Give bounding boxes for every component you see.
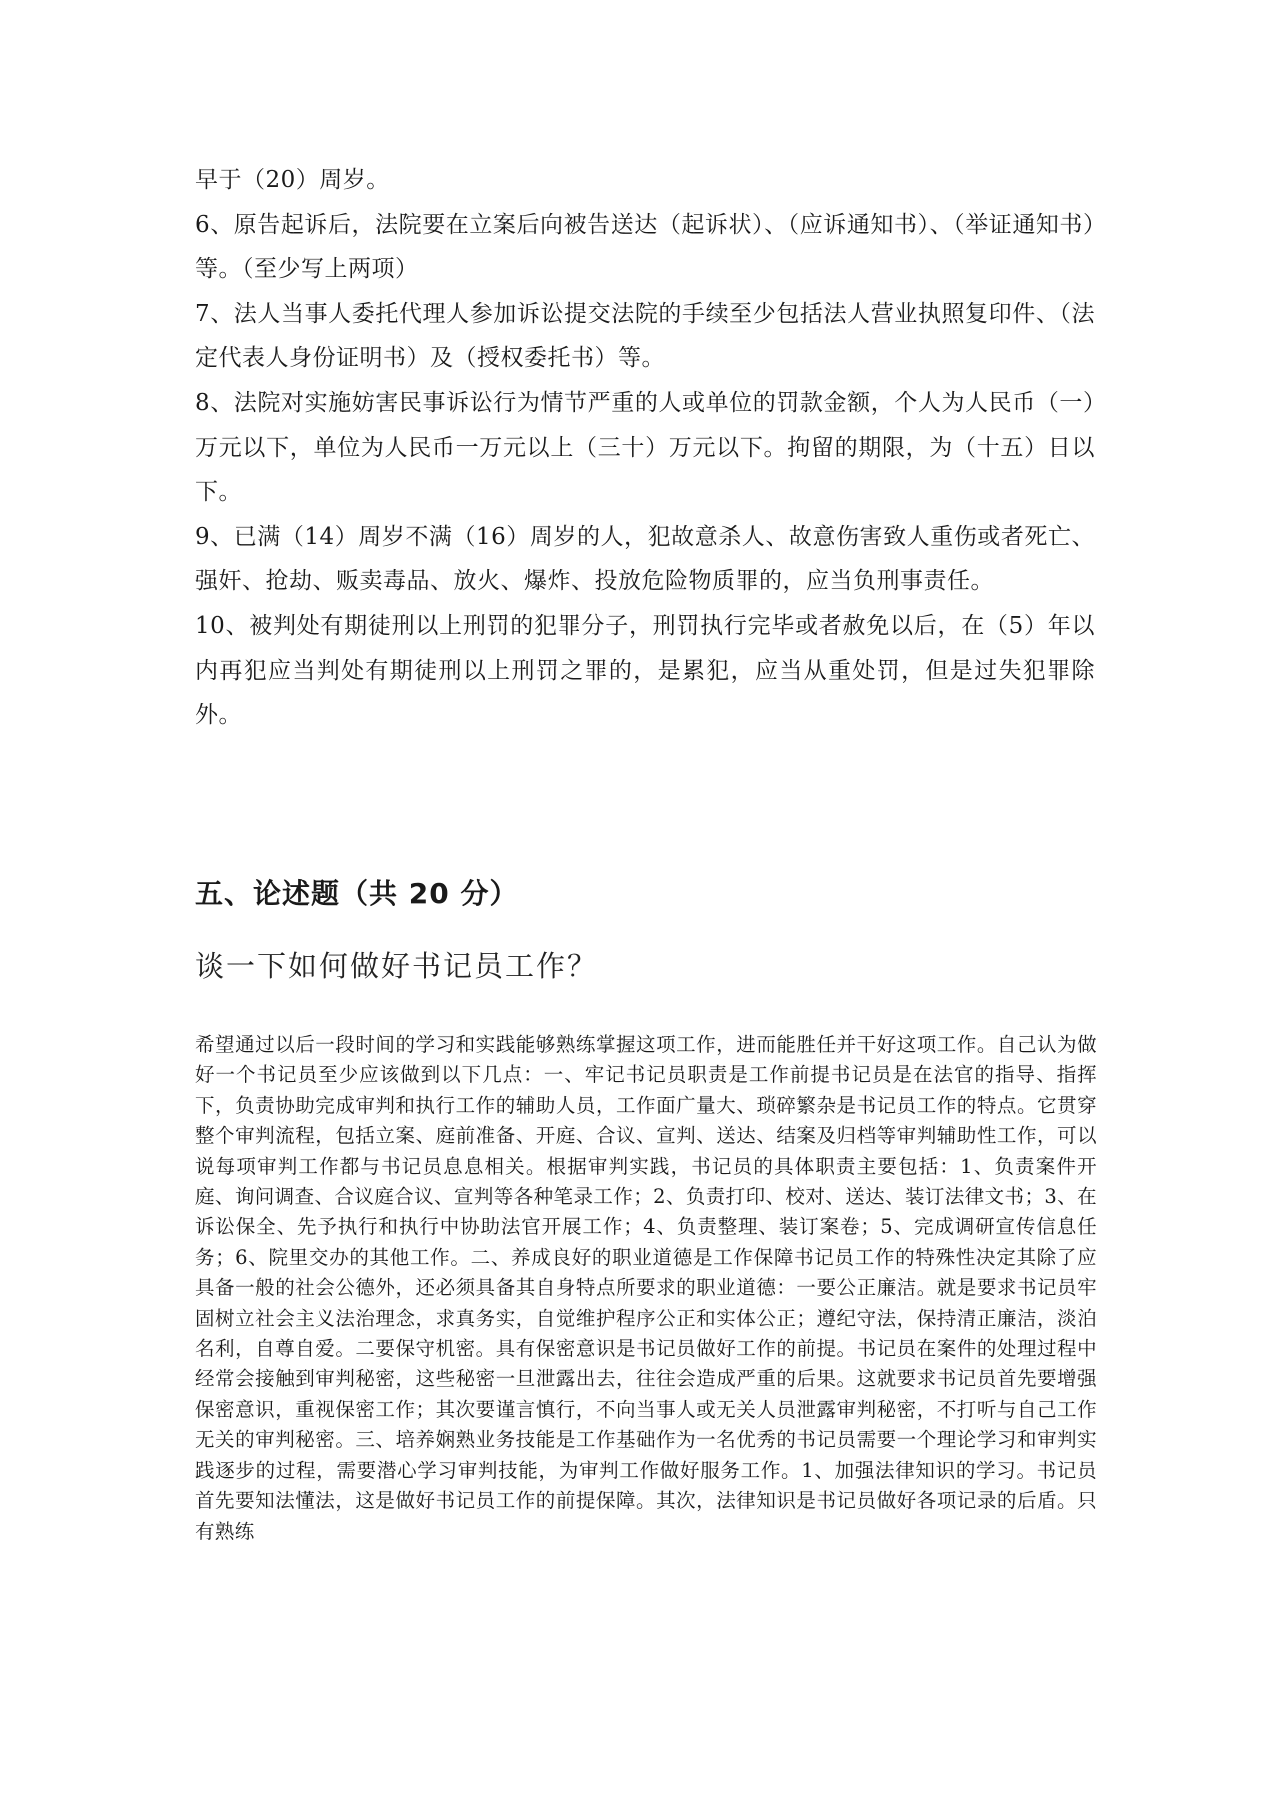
answer-item-9: 9、已满（14）周岁不满（16）周岁的人，犯故意杀人、故意伤害致人重伤或者死亡、强奸、抢劫、贩卖毒品、放火、爆炸、投放危险物质罪的，应当负刑事责任。 xyxy=(195,523,1095,595)
answer-item-6: 6、原告起诉后，法院要在立案后向被告送达（起诉状）、（应诉通知书）、（举证通知书）等。（至少写上两项） xyxy=(195,211,1095,283)
answer-line-continued: 早于（20）周岁。 xyxy=(195,167,390,193)
essay-question: 谈一下如何做好书记员工作？ xyxy=(195,949,599,983)
section-heading: 五、论述题（共 20 分） xyxy=(195,877,519,910)
answer-item-8: 8、法院对实施妨害民事诉讼行为情节严重的人或单位的罚款金额，个人为人民币（一）万元以下，单位为人民币一万元以上（三十）万元以下。拘留的期限，为（十五）日以下。 xyxy=(195,389,1095,506)
answer-item-7: 7、法人当事人委托代理人参加诉讼提交法院的手续至少包括法人营业执照复印件、（法定代表人身份证明书）及（授权委托书）等。 xyxy=(195,300,1095,372)
essay-body: 希望通过以后一段时间的学习和实践能够熟练掌握这项工作，进而能胜任并干好这项工作。自己认为做好一个书记员至少应该做到以下几点：一、牢记书记员职责是工作前提书记员是在法官的指导、指挥下，负责协助完成审判和执行工作的辅助人员，工作面广量大、琐碎繁杂是书记员工作的特点。它贯穿整个审判流程，包括立案、庭前准备、开庭、合议、宣判、送达、结案及归档等审判辅助性工作，可以说每项审判工作都与书记员息息相关。根据审判实践，书记员的具体职责主要包括：1、负责案件开庭、询问调查、合议庭合议、宣判等各种笔录工作；2、负责打印、校对、送达、装订法律文书；3、在诉讼保全、先予执行和执行中协助法官开展工作；4、负责整理、装订案卷；5、完成调研宣传信息任务；6、院里交办的其他工作。二、养成良好的职业道德是工作保障书记员工作的特殊性决定其除了应具备一般的社会公德外，还必须具备其自身特点所要求的职业道德：一要公正廉洁。就是要求书记员牢固树立社会主义法治理念，求真务实，自觉维护程序公正和实体公正；遵纪守法，保持清正廉洁，淡泊名利，自尊自爱。二要保守机密。具有保密意识是书记员做好工作的前提。书记员在案件的处理过程中经常会接触到审判秘密，这些秘密一旦泄露出去，往往会造成严重的后果。这就要求书记员首先要增强保密意识，重视保密工作；其次要谨言慎行，不向当事人或无关人员泄露审判秘密，不打听与自己工作无关的审判秘密。三、培养娴熟业务技能是工作基础作为一名优秀的书记员需要一个理论学习和审判实践逐步的过程，需要潜心学习审判技能，为审判工作做好服务工作。1、加强法律知识的学习。书记员首先要知法懂法，这是做好书记员工作的前提保障。其次，法律知识是书记员做好各项记录的后盾。只有熟练 xyxy=(195,1033,1097,1543)
answer-item-10: 10、被判处有期徒刑以上刑罚的犯罪分子，刑罚执行完毕或者赦免以后，在（5）年以内再犯应当判处有期徒刑以上刑罚之罪的，是累犯，应当从重处罚，但是过失犯罪除外。 xyxy=(195,612,1095,729)
fill-in-answers xyxy=(195,158,1095,738)
